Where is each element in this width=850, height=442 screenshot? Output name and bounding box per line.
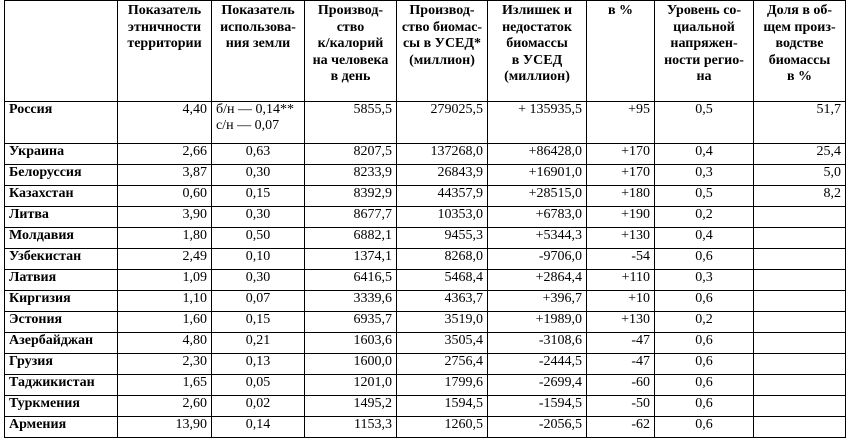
surplus-cell: -1594,5 xyxy=(488,396,587,417)
percent-cell: +190 xyxy=(587,207,655,228)
region-cell: Грузия xyxy=(5,354,118,375)
ethnicity-cell: 2,30 xyxy=(118,354,212,375)
header-percent xyxy=(587,1,655,102)
land-use-cell: 0,15 xyxy=(212,186,305,207)
tension-cell: 0,2 xyxy=(655,207,754,228)
percent-cell: -62 xyxy=(587,417,655,438)
header-line: в % xyxy=(607,3,634,18)
kcal-cell: 5855,5 xyxy=(305,102,397,144)
header-line: Доля в об- xyxy=(766,3,833,18)
surplus-cell: -2056,5 xyxy=(488,417,587,438)
region-cell: Латвия xyxy=(5,270,118,291)
kcal-cell: 1153,3 xyxy=(305,417,397,438)
share-cell xyxy=(754,375,846,396)
region-cell: Азербайджан xyxy=(5,333,118,354)
region-cell: Россия xyxy=(5,102,118,144)
tension-cell: 0,6 xyxy=(655,249,754,270)
region-cell: Казахстан xyxy=(5,186,118,207)
header-line: к/калорий xyxy=(317,36,384,51)
kcal-cell: 1201,0 xyxy=(305,375,397,396)
land-use-cell: 0,50 xyxy=(212,228,305,249)
surplus-cell: +16901,0 xyxy=(488,165,587,186)
header-line: ния земли xyxy=(225,36,291,51)
share-cell xyxy=(754,291,846,312)
ethnicity-cell: 13,90 xyxy=(118,417,212,438)
share-cell: 5,0 xyxy=(754,165,846,186)
region-cell: Молдавия xyxy=(5,228,118,249)
land-use-cell xyxy=(212,102,305,144)
land-use-cell: 0,30 xyxy=(212,165,305,186)
percent-cell: -47 xyxy=(587,333,655,354)
surplus-cell: -2444,5 xyxy=(488,354,587,375)
ethnicity-cell: 4,80 xyxy=(118,333,212,354)
tension-cell: 0,2 xyxy=(655,312,754,333)
surplus-cell: +396,7 xyxy=(488,291,587,312)
kcal-cell: 1374,1 xyxy=(305,249,397,270)
header-line: Уровень со- xyxy=(666,3,742,18)
kcal-cell: 1603,6 xyxy=(305,333,397,354)
table-row xyxy=(5,291,846,312)
header-line: циальной xyxy=(673,19,735,35)
surplus-cell: +5344,3 xyxy=(488,228,587,249)
tension-cell: 0,6 xyxy=(655,417,754,438)
header-line: щем произ- xyxy=(763,19,836,35)
land-use-cell: 0,21 xyxy=(212,333,305,354)
share-cell xyxy=(754,354,846,375)
land-use-cell: 0,14 xyxy=(212,417,305,438)
kcal-cell: 6882,1 xyxy=(305,228,397,249)
region-cell: Туркмения xyxy=(5,396,118,417)
kcal-cell: 6935,7 xyxy=(305,312,397,333)
percent-cell: +110 xyxy=(587,270,655,291)
ethnicity-cell: 3,90 xyxy=(118,207,212,228)
header-kcal xyxy=(305,1,397,102)
percent-cell: +95 xyxy=(587,102,655,144)
biomass-cell: 279025,5 xyxy=(397,102,488,144)
header-share xyxy=(754,1,846,102)
table-row xyxy=(5,144,846,165)
header-line: ство xyxy=(336,19,365,35)
header-line: территории xyxy=(127,36,202,51)
biomass-cell: 26843,9 xyxy=(397,165,488,186)
header-biomass xyxy=(397,1,488,102)
surplus-cell: +86428,0 xyxy=(488,144,587,165)
percent-cell: +170 xyxy=(587,144,655,165)
land-use-cell: 0,02 xyxy=(212,396,305,417)
kcal-cell: 1495,2 xyxy=(305,396,397,417)
table-row xyxy=(5,186,846,207)
ethnicity-cell: 1,10 xyxy=(118,291,212,312)
header-line: ности регио- xyxy=(664,52,744,68)
header-line: напряжен- xyxy=(670,36,738,51)
land-use-cell: 0,07 xyxy=(212,291,305,312)
ethnicity-cell: 1,80 xyxy=(118,228,212,249)
share-cell: 51,7 xyxy=(754,102,846,144)
table-row xyxy=(5,375,846,396)
biomass-cell: 3505,4 xyxy=(397,333,488,354)
percent-cell: +10 xyxy=(587,291,655,312)
percent-cell: -60 xyxy=(587,375,655,396)
table-row xyxy=(5,207,846,228)
biomass-cell: 1260,5 xyxy=(397,417,488,438)
region-cell: Узбекистан xyxy=(5,249,118,270)
header-line: Показатель xyxy=(127,3,202,18)
header-line: использова- xyxy=(220,19,296,35)
biomass-cell: 9455,3 xyxy=(397,228,488,249)
share-cell xyxy=(754,417,846,438)
land-use-cell: 0,15 xyxy=(212,312,305,333)
biomass-cell: 3519,0 xyxy=(397,312,488,333)
tension-cell: 0,6 xyxy=(655,354,754,375)
biomass-cell: 5468,4 xyxy=(397,270,488,291)
percent-cell: +180 xyxy=(587,186,655,207)
header-tension xyxy=(655,1,754,102)
header-line: ство биомас- xyxy=(401,19,483,35)
ethnicity-cell: 2,60 xyxy=(118,396,212,417)
share-cell xyxy=(754,396,846,417)
tension-cell: 0,3 xyxy=(655,270,754,291)
region-cell: Таджикистан xyxy=(5,375,118,396)
header-line: этничности xyxy=(127,19,202,35)
kcal-cell: 8207,5 xyxy=(305,144,397,165)
land-use-line: б/н — 0,14** xyxy=(216,102,295,117)
header-line: в % xyxy=(786,69,813,84)
land-use-cell: 0,30 xyxy=(212,270,305,291)
header-line: биомассы xyxy=(506,36,568,51)
header-line: сы в УСЕД* xyxy=(402,36,482,51)
land-use-line: с/н — 0,07 xyxy=(216,118,280,133)
share-cell xyxy=(754,207,846,228)
share-cell xyxy=(754,270,846,291)
tension-cell: 0,6 xyxy=(655,333,754,354)
table-row xyxy=(5,312,846,333)
region-cell: Украина xyxy=(5,144,118,165)
share-cell: 8,2 xyxy=(754,186,846,207)
header-line: Излишек и xyxy=(501,3,573,18)
kcal-cell: 3339,6 xyxy=(305,291,397,312)
header-line: Производ- xyxy=(409,3,475,18)
surplus-cell: +6783,0 xyxy=(488,207,587,228)
land-use-cell: 0,05 xyxy=(212,375,305,396)
header-line: в УСЕД xyxy=(511,52,563,68)
kcal-cell: 8233,9 xyxy=(305,165,397,186)
ethnicity-cell: 3,87 xyxy=(118,165,212,186)
percent-cell: +130 xyxy=(587,312,655,333)
region-cell: Киргизия xyxy=(5,291,118,312)
land-use-cell: 0,10 xyxy=(212,249,305,270)
biomass-cell: 2756,4 xyxy=(397,354,488,375)
share-cell: 25,4 xyxy=(754,144,846,165)
header-line: на xyxy=(696,69,712,84)
biomass-cell: 8268,0 xyxy=(397,249,488,270)
share-cell xyxy=(754,333,846,354)
biomass-table-sheet xyxy=(4,0,846,438)
kcal-cell: 8677,7 xyxy=(305,207,397,228)
biomass-cell: 137268,0 xyxy=(397,144,488,165)
biomass-cell: 4363,7 xyxy=(397,291,488,312)
share-cell xyxy=(754,312,846,333)
percent-cell: -50 xyxy=(587,396,655,417)
region-cell: Литва xyxy=(5,207,118,228)
ethnicity-cell: 1,60 xyxy=(118,312,212,333)
tension-cell: 0,6 xyxy=(655,291,754,312)
header-line: биомассы xyxy=(768,52,831,68)
biomass-cell: 1594,5 xyxy=(397,396,488,417)
header-line: (миллион) xyxy=(504,69,570,84)
header-line: (миллион) xyxy=(409,52,475,68)
header-land-use xyxy=(212,1,305,102)
tension-cell: 0,3 xyxy=(655,165,754,186)
surplus-cell: -2699,4 xyxy=(488,375,587,396)
tension-cell: 0,6 xyxy=(655,396,754,417)
tension-cell: 0,4 xyxy=(655,228,754,249)
percent-cell: +170 xyxy=(587,165,655,186)
table-row xyxy=(5,228,846,249)
surplus-cell: +1989,0 xyxy=(488,312,587,333)
ethnicity-cell: 2,66 xyxy=(118,144,212,165)
header-line: недостаток xyxy=(502,19,572,35)
biomass-cell: 10353,0 xyxy=(397,207,488,228)
header-line: в день xyxy=(330,69,371,84)
percent-cell: -54 xyxy=(587,249,655,270)
table-row xyxy=(5,417,846,438)
tension-cell: 0,4 xyxy=(655,144,754,165)
ethnicity-cell: 4,40 xyxy=(118,102,212,144)
land-use-cell: 0,30 xyxy=(212,207,305,228)
table-row xyxy=(5,102,846,144)
region-cell: Армения xyxy=(5,417,118,438)
share-cell xyxy=(754,249,846,270)
region-cell: Эстония xyxy=(5,312,118,333)
ethnicity-cell: 2,49 xyxy=(118,249,212,270)
land-use-cell: 0,13 xyxy=(212,354,305,375)
percent-cell: -47 xyxy=(587,354,655,375)
tension-cell: 0,5 xyxy=(655,186,754,207)
header-line: на человека xyxy=(312,52,389,68)
header-ethnicity xyxy=(118,1,212,102)
region-cell: Белоруссия xyxy=(5,165,118,186)
ethnicity-cell: 1,65 xyxy=(118,375,212,396)
table-row xyxy=(5,249,846,270)
percent-cell: +130 xyxy=(587,228,655,249)
corner-cell xyxy=(5,1,118,102)
surplus-cell: + 135935,5 xyxy=(488,102,587,144)
table-row xyxy=(5,354,846,375)
table-body xyxy=(5,102,846,438)
land-use-cell: 0,63 xyxy=(212,144,305,165)
header-row xyxy=(5,1,846,102)
surplus-cell: -3108,6 xyxy=(488,333,587,354)
header-line: Производ- xyxy=(317,3,384,18)
biomass-cell: 44357,9 xyxy=(397,186,488,207)
table-row xyxy=(5,270,846,291)
header-line: Показатель xyxy=(221,3,295,18)
surplus-cell: -9706,0 xyxy=(488,249,587,270)
tension-cell: 0,5 xyxy=(655,102,754,144)
kcal-cell: 6416,5 xyxy=(305,270,397,291)
biomass-table xyxy=(4,0,846,438)
ethnicity-cell: 1,09 xyxy=(118,270,212,291)
surplus-cell: +28515,0 xyxy=(488,186,587,207)
header-line: водстве xyxy=(775,36,824,51)
surplus-cell: +2864,4 xyxy=(488,270,587,291)
header-surplus xyxy=(488,1,587,102)
table-row xyxy=(5,333,846,354)
table-row xyxy=(5,165,846,186)
biomass-cell: 1799,6 xyxy=(397,375,488,396)
kcal-cell: 8392,9 xyxy=(305,186,397,207)
tension-cell: 0,6 xyxy=(655,375,754,396)
kcal-cell: 1600,0 xyxy=(305,354,397,375)
ethnicity-cell: 0,60 xyxy=(118,186,212,207)
share-cell xyxy=(754,228,846,249)
table-row xyxy=(5,396,846,417)
